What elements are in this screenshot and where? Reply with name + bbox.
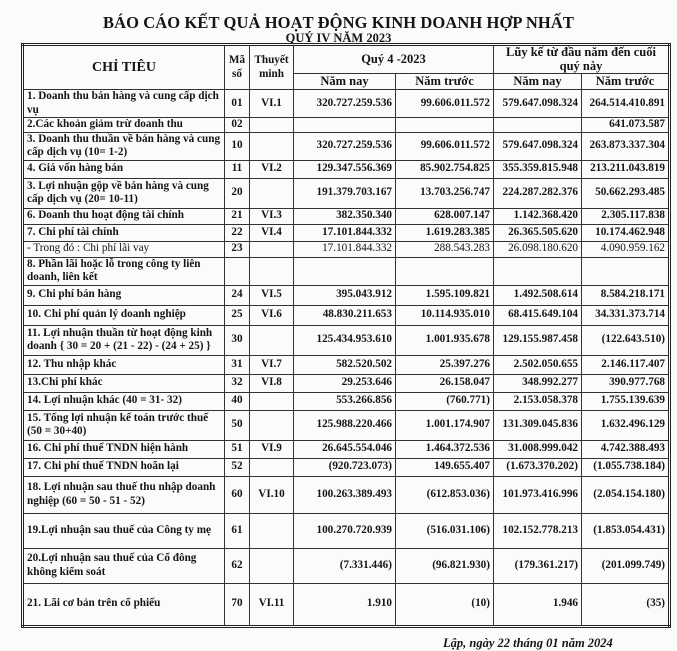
row-quarter-this-year: 395.043.912: [294, 285, 396, 305]
row-label: 4. Giá vốn hàng bán: [23, 160, 225, 178]
row-ytd-this-year: 1.492.508.614: [494, 285, 582, 305]
row-quarter-this-year: 100.263.389.493: [294, 476, 396, 513]
income-statement-table: [21, 43, 671, 628]
row-label: 3. Lợi nhuận gộp về bán hàng và cung cấp dịch vụ (20= 10-11): [23, 178, 225, 208]
row-note: [250, 325, 294, 355]
table-row: [23, 440, 670, 458]
row-note: VI.10: [250, 476, 294, 513]
row-ytd-this-year: 129.155.987.458: [494, 325, 582, 355]
row-code: 51: [225, 440, 250, 458]
row-label: 10. Chi phí quản lý doanh nghiệp: [23, 305, 225, 325]
row-quarter-this-year: 29.253.646: [294, 374, 396, 392]
row-ytd-last-year: 4.742.388.493: [582, 440, 670, 458]
row-note: VI.8: [250, 374, 294, 392]
row-ytd-last-year: 1.632.496.129: [582, 410, 670, 440]
row-label: 18. Lợi nhuận sau thuế thu nhập doanh nghiệp (60 = 50 - 51 - 52): [23, 476, 225, 513]
row-quarter-this-year: 320.727.259.536: [294, 90, 396, 118]
table-row: [23, 208, 670, 224]
row-quarter-this-year: 1.910: [294, 583, 396, 626]
row-label: 15. Tổng lợi nhuận kế toán trước thuế (50 = 30+40): [23, 410, 225, 440]
table-row: [23, 410, 670, 440]
row-ytd-last-year: (2.054.154.180): [582, 476, 670, 513]
row-note: [250, 241, 294, 257]
header-q-this-year: Năm nay: [294, 74, 396, 90]
row-ytd-last-year: 2.305.117.838: [582, 208, 670, 224]
row-ytd-last-year: 263.873.337.304: [582, 132, 670, 160]
row-quarter-this-year: 48.830.211.653: [294, 305, 396, 325]
row-ytd-last-year: 34.331.373.714: [582, 305, 670, 325]
row-ytd-this-year: 102.152.778.213: [494, 513, 582, 548]
report-title: BÁO CÁO KẾT QUẢ HOẠT ĐỘNG KINH DOANH HỢP NHẤT: [103, 13, 574, 32]
row-ytd-last-year: (35): [582, 583, 670, 626]
row-note: VI.7: [250, 355, 294, 374]
header-ytd-group: Lũy kế từ đầu năm đến cuối quý này: [494, 45, 670, 74]
row-ytd-last-year: 8.584.218.171: [582, 285, 670, 305]
table-row: [23, 355, 670, 374]
row-note: VI.4: [250, 224, 294, 241]
row-code: 22: [225, 224, 250, 241]
row-ytd-last-year: 641.073.587: [582, 118, 670, 133]
row-ytd-this-year: 101.973.416.996: [494, 476, 582, 513]
row-note: [250, 513, 294, 548]
row-ytd-this-year: 1.142.368.420: [494, 208, 582, 224]
row-note: [250, 257, 294, 285]
row-quarter-this-year: 125.988.220.466: [294, 410, 396, 440]
row-code: 24: [225, 285, 250, 305]
row-label: 6. Doanh thu hoạt động tài chính: [23, 208, 225, 224]
row-code: 21: [225, 208, 250, 224]
row-quarter-last-year: 1.001.174.907: [396, 410, 494, 440]
row-note: [250, 458, 294, 476]
table-row: [23, 257, 670, 285]
row-code: 50: [225, 410, 250, 440]
row-quarter-last-year: [396, 118, 494, 133]
table-row: [23, 458, 670, 476]
row-code: 62: [225, 548, 250, 583]
header-code: Mã số: [225, 45, 250, 90]
row-quarter-last-year: (96.821.930): [396, 548, 494, 583]
table-row: [23, 132, 670, 160]
row-code: 32: [225, 374, 250, 392]
table-row: [23, 118, 670, 133]
row-code: 61: [225, 513, 250, 548]
row-label: 14. Lợi nhuận khác (40 = 31- 32): [23, 392, 225, 410]
row-quarter-this-year: 17.101.844.332: [294, 241, 396, 257]
row-label: 21. Lãi cơ bản trên cổ phiếu: [23, 583, 225, 626]
row-code: 01: [225, 90, 250, 118]
row-ytd-this-year: 2.153.058.378: [494, 392, 582, 410]
row-ytd-this-year: 355.359.815.948: [494, 160, 582, 178]
row-code: 70: [225, 583, 250, 626]
row-quarter-this-year: 191.379.703.167: [294, 178, 396, 208]
row-quarter-this-year: 26.645.554.046: [294, 440, 396, 458]
row-quarter-this-year: 100.270.720.939: [294, 513, 396, 548]
header-ytd-last-year: Năm trước: [582, 74, 670, 90]
row-note: VI.6: [250, 305, 294, 325]
row-quarter-last-year: 26.158.047: [396, 374, 494, 392]
row-quarter-last-year: 99.606.011.572: [396, 90, 494, 118]
header-quarter-group: Quý 4 -2023: [294, 45, 494, 74]
row-note: [250, 392, 294, 410]
row-quarter-last-year: [396, 257, 494, 285]
row-ytd-this-year: (1.673.370.202): [494, 458, 582, 476]
row-ytd-this-year: 26.098.180.620: [494, 241, 582, 257]
table-row: [23, 548, 670, 583]
row-note: VI.1: [250, 90, 294, 118]
row-quarter-this-year: 382.350.340: [294, 208, 396, 224]
row-code: 30: [225, 325, 250, 355]
row-ytd-this-year: 68.415.649.104: [494, 305, 582, 325]
row-quarter-this-year: 125.434.953.610: [294, 325, 396, 355]
row-code: 40: [225, 392, 250, 410]
row-code: 52: [225, 458, 250, 476]
row-quarter-this-year: 582.520.502: [294, 355, 396, 374]
row-note: VI.9: [250, 440, 294, 458]
row-quarter-last-year: 25.397.276: [396, 355, 494, 374]
row-code: 23: [225, 241, 250, 257]
row-quarter-last-year: (760.771): [396, 392, 494, 410]
row-code: 60: [225, 476, 250, 513]
row-label: 17. Chi phí thuế TNDN hoãn lại: [23, 458, 225, 476]
table-row: [23, 178, 670, 208]
table-row: [23, 476, 670, 513]
row-quarter-last-year: 85.902.754.825: [396, 160, 494, 178]
row-label: 7. Chi phí tài chính: [23, 224, 225, 241]
row-note: VI.5: [250, 285, 294, 305]
row-code: 31: [225, 355, 250, 374]
row-note: VI.3: [250, 208, 294, 224]
row-quarter-this-year: 17.101.844.332: [294, 224, 396, 241]
row-note: [250, 132, 294, 160]
header-q-last-year: Năm trước: [396, 74, 494, 90]
row-ytd-last-year: 264.514.410.891: [582, 90, 670, 118]
row-note: [250, 178, 294, 208]
row-ytd-this-year: 224.287.282.376: [494, 178, 582, 208]
row-quarter-last-year: 10.114.935.010: [396, 305, 494, 325]
row-ytd-last-year: 10.174.462.948: [582, 224, 670, 241]
table-row: [23, 513, 670, 548]
row-quarter-last-year: 1.595.109.821: [396, 285, 494, 305]
report-subtitle: QUÝ IV NĂM 2023: [285, 31, 392, 45]
row-ytd-this-year: 1.946: [494, 583, 582, 626]
row-ytd-this-year: 2.502.050.655: [494, 355, 582, 374]
row-quarter-this-year: [294, 257, 396, 285]
row-ytd-last-year: (1.055.738.184): [582, 458, 670, 476]
row-note: [250, 548, 294, 583]
row-label: 11. Lợi nhuận thuần từ hoạt động kinh doanh { 30 = 20 + (21 - 22) - (24 + 25) }: [23, 325, 225, 355]
row-label: - Trong đó : Chi phí lãi vay: [23, 241, 225, 257]
table-row: [23, 241, 670, 257]
row-ytd-last-year: 213.211.043.819: [582, 160, 670, 178]
row-ytd-this-year: 348.992.277: [494, 374, 582, 392]
row-code: [225, 257, 250, 285]
row-ytd-last-year: 1.755.139.639: [582, 392, 670, 410]
table-row: [23, 224, 670, 241]
row-quarter-last-year: (612.853.036): [396, 476, 494, 513]
row-quarter-last-year: 288.543.283: [396, 241, 494, 257]
row-quarter-this-year: (7.331.446): [294, 548, 396, 583]
row-quarter-last-year: 1.619.283.385: [396, 224, 494, 241]
row-label: 3. Doanh thu thuần về bán hàng và cung cấp dịch vụ (10= 1-2): [23, 132, 225, 160]
row-code: 20: [225, 178, 250, 208]
row-label: 2.Các khoản giảm trừ doanh thu: [23, 118, 225, 133]
row-quarter-this-year: [294, 118, 396, 133]
table-row: [23, 374, 670, 392]
row-quarter-last-year: 1.001.935.678: [396, 325, 494, 355]
row-label: 9. Chi phí bán hàng: [23, 285, 225, 305]
row-note: [250, 410, 294, 440]
row-code: 02: [225, 118, 250, 133]
row-quarter-this-year: 129.347.556.369: [294, 160, 396, 178]
row-code: 25: [225, 305, 250, 325]
row-ytd-last-year: (201.099.749): [582, 548, 670, 583]
row-ytd-last-year: (1.853.054.431): [582, 513, 670, 548]
table-row: [23, 285, 670, 305]
row-ytd-this-year: 131.309.045.836: [494, 410, 582, 440]
table-row: [23, 325, 670, 355]
header-indicator: CHỈ TIÊU: [23, 45, 225, 90]
row-quarter-last-year: 628.007.147: [396, 208, 494, 224]
row-quarter-last-year: 13.703.256.747: [396, 178, 494, 208]
row-ytd-last-year: 4.090.959.162: [582, 241, 670, 257]
row-ytd-this-year: [494, 118, 582, 133]
row-label: 20.Lợi nhuận sau thuế của Cổ đông không kiểm soát: [23, 548, 225, 583]
row-ytd-last-year: [582, 257, 670, 285]
row-label: 8. Phần lãi hoặc lỗ trong công ty liên doanh, liên kết: [23, 257, 225, 285]
table-row: [23, 90, 670, 118]
header-note: Thuyết minh: [250, 45, 294, 90]
row-note: VI.2: [250, 160, 294, 178]
table-row: [23, 305, 670, 325]
row-label: 16. Chi phí thuế TNDN hiện hành: [23, 440, 225, 458]
row-ytd-this-year: 31.008.999.042: [494, 440, 582, 458]
header-ytd-this-year: Năm nay: [494, 74, 582, 90]
row-code: 10: [225, 132, 250, 160]
row-quarter-this-year: 320.727.259.536: [294, 132, 396, 160]
row-quarter-last-year: 99.606.011.572: [396, 132, 494, 160]
row-quarter-last-year: (10): [396, 583, 494, 626]
row-ytd-last-year: 2.146.117.407: [582, 355, 670, 374]
row-quarter-last-year: 149.655.407: [396, 458, 494, 476]
row-ytd-last-year: (122.643.510): [582, 325, 670, 355]
row-ytd-this-year: 579.647.098.324: [494, 132, 582, 160]
row-note: VI.11: [250, 583, 294, 626]
row-quarter-last-year: 1.464.372.536: [396, 440, 494, 458]
row-ytd-last-year: 50.662.293.485: [582, 178, 670, 208]
row-quarter-last-year: (516.031.106): [396, 513, 494, 548]
row-label: 1. Doanh thu bán hàng và cung cấp dịch vụ: [23, 90, 225, 118]
row-label: 19.Lợi nhuận sau thuế của Công ty mẹ: [23, 513, 225, 548]
row-code: 11: [225, 160, 250, 178]
row-note: [250, 118, 294, 133]
signing-date: Lập, ngày 22 tháng 01 năm 2024: [443, 636, 613, 650]
table-row: [23, 392, 670, 410]
table-row: [23, 583, 670, 626]
row-ytd-this-year: (179.361.217): [494, 548, 582, 583]
table-row: [23, 160, 670, 178]
row-label: 13.Chi phí khác: [23, 374, 225, 392]
row-quarter-this-year: 553.266.856: [294, 392, 396, 410]
row-ytd-this-year: [494, 257, 582, 285]
row-ytd-this-year: 579.647.098.324: [494, 90, 582, 118]
row-label: 12. Thu nhập khác: [23, 355, 225, 374]
row-quarter-this-year: (920.723.073): [294, 458, 396, 476]
row-ytd-last-year: 390.977.768: [582, 374, 670, 392]
row-ytd-this-year: 26.365.505.620: [494, 224, 582, 241]
